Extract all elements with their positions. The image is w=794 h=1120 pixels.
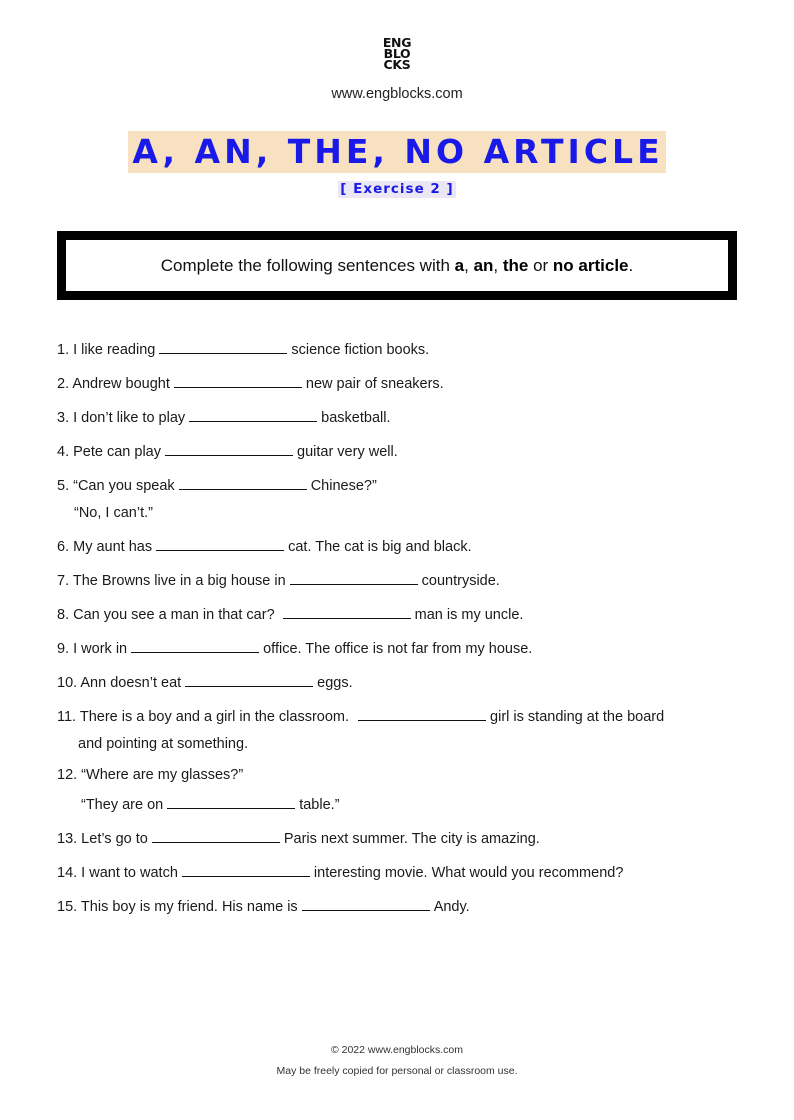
sentence-start: 3. I don’t like to play xyxy=(57,410,186,426)
sentence-end: man is my uncle. xyxy=(414,607,524,623)
exercise-list xyxy=(57,338,747,929)
sentence-start: 4. Pete can play xyxy=(57,444,161,460)
sentence-start: 1. I like reading xyxy=(57,342,156,358)
answer-blank[interactable] xyxy=(131,637,259,653)
answer-blank[interactable] xyxy=(283,603,411,619)
sentence-continuation: “No, I can’t.” xyxy=(74,505,153,521)
sentence-end: eggs. xyxy=(317,675,353,691)
exercise-item-5 xyxy=(57,474,747,523)
logo-line-1: ENG xyxy=(382,35,412,50)
sentence-start: 2. Andrew bought xyxy=(57,376,170,392)
exercise-item-4 xyxy=(57,440,747,462)
exercise-item-13 xyxy=(57,827,747,849)
sentence-end: table.” xyxy=(299,797,340,813)
answer-blank[interactable] xyxy=(174,372,302,388)
instruction-suffix: . xyxy=(628,255,634,275)
sentence-start: 6. My aunt has xyxy=(57,539,153,555)
footer-note: May be freely copied for personal or classroom use. xyxy=(276,1065,518,1077)
sentence-start: 8. Can you see a man in that car? xyxy=(57,607,275,623)
sentence-end: science fiction books. xyxy=(291,342,430,358)
sentence-end: new pair of sneakers. xyxy=(305,376,444,392)
instruction-prefix: Complete the following sentences with xyxy=(160,255,455,275)
option-no-article: no article xyxy=(552,255,629,275)
instruction-sep-2: , xyxy=(493,255,503,275)
answer-blank[interactable] xyxy=(182,861,310,877)
sentence-start: 9. I work in xyxy=(57,641,128,657)
site-url: www.engblocks.com xyxy=(331,86,463,102)
answer-blank[interactable] xyxy=(159,338,287,354)
exercise-item-9 xyxy=(57,637,747,659)
exercise-item-15 xyxy=(57,895,747,917)
answer-blank[interactable] xyxy=(189,406,317,422)
sentence-start: 11. There is a boy and a girl in the classroom. xyxy=(57,709,350,725)
exercise-item-14 xyxy=(57,861,747,883)
answer-blank[interactable] xyxy=(156,535,284,551)
answer-blank[interactable] xyxy=(152,827,280,843)
sentence-end: Andy. xyxy=(433,899,470,915)
sentence-start: 10. Ann doesn’t eat xyxy=(57,675,182,691)
answer-blank[interactable] xyxy=(290,569,418,585)
sentence-continuation xyxy=(57,793,747,815)
exercise-item-2 xyxy=(57,372,747,394)
instruction-sep-1: , xyxy=(464,255,474,275)
sentence-end: Chinese?” xyxy=(310,478,377,494)
exercise-item-1 xyxy=(57,338,747,360)
exercise-item-10 xyxy=(57,671,747,693)
exercise-item-12 xyxy=(57,766,747,815)
logo-line-3: CKS xyxy=(383,57,411,72)
instruction-box xyxy=(57,231,737,300)
sentence-start: 12. “Where are my glasses?” xyxy=(57,767,244,783)
answer-blank[interactable] xyxy=(302,895,430,911)
answer-blank[interactable] xyxy=(165,440,293,456)
sentence-end: office. The office is not far from my house. xyxy=(263,641,533,657)
sentence-start: 15. This boy is my friend. His name is xyxy=(57,899,298,915)
sentence-end: countryside. xyxy=(421,573,500,589)
exercise-item-6 xyxy=(57,535,747,557)
title-container xyxy=(0,131,794,173)
exercise-item-7 xyxy=(57,569,747,591)
sentence-start: 5. “Can you speak xyxy=(57,478,175,494)
option-an: an xyxy=(473,255,494,275)
answer-blank[interactable] xyxy=(167,793,295,809)
engblocks-logo xyxy=(0,37,794,70)
instruction-text xyxy=(161,256,634,276)
footer-copyright: © 2022 www.engblocks.com xyxy=(330,1044,464,1056)
subtitle-container xyxy=(0,180,794,198)
answer-blank[interactable] xyxy=(179,474,307,490)
sentence-start: 14. I want to watch xyxy=(57,865,178,881)
exercise-item-8 xyxy=(57,603,747,625)
sentence-end: girl is standing at the board xyxy=(490,709,665,725)
exercise-item-3 xyxy=(57,406,747,428)
answer-blank[interactable] xyxy=(185,671,313,687)
sentence-end: interesting movie. What would you recommend? xyxy=(313,865,624,881)
logo-line-2: BLO xyxy=(383,46,411,61)
page-title: A, AN, THE, NO ARTICLE xyxy=(128,131,665,173)
sentence-start: 7. The Browns live in a big house in xyxy=(57,573,286,589)
sentence-end: basketball. xyxy=(321,410,391,426)
sentence-continuation: and pointing at something. xyxy=(78,736,249,752)
sentence-end: guitar very well. xyxy=(297,444,398,460)
exercise-item-11 xyxy=(57,705,747,754)
instruction-sep-3: or xyxy=(528,255,553,275)
sentence-end: Paris next summer. The city is amazing. xyxy=(283,831,540,847)
exercise-label: [ Exercise 2 ] xyxy=(340,181,454,197)
sentence-start: 13. Let’s go to xyxy=(57,831,148,847)
option-the: the xyxy=(502,255,529,275)
option-a: a xyxy=(454,255,465,275)
sentence-end: cat. The cat is big and black. xyxy=(288,539,472,555)
answer-blank[interactable] xyxy=(358,705,486,721)
sentence-part: “They are on xyxy=(81,797,164,813)
